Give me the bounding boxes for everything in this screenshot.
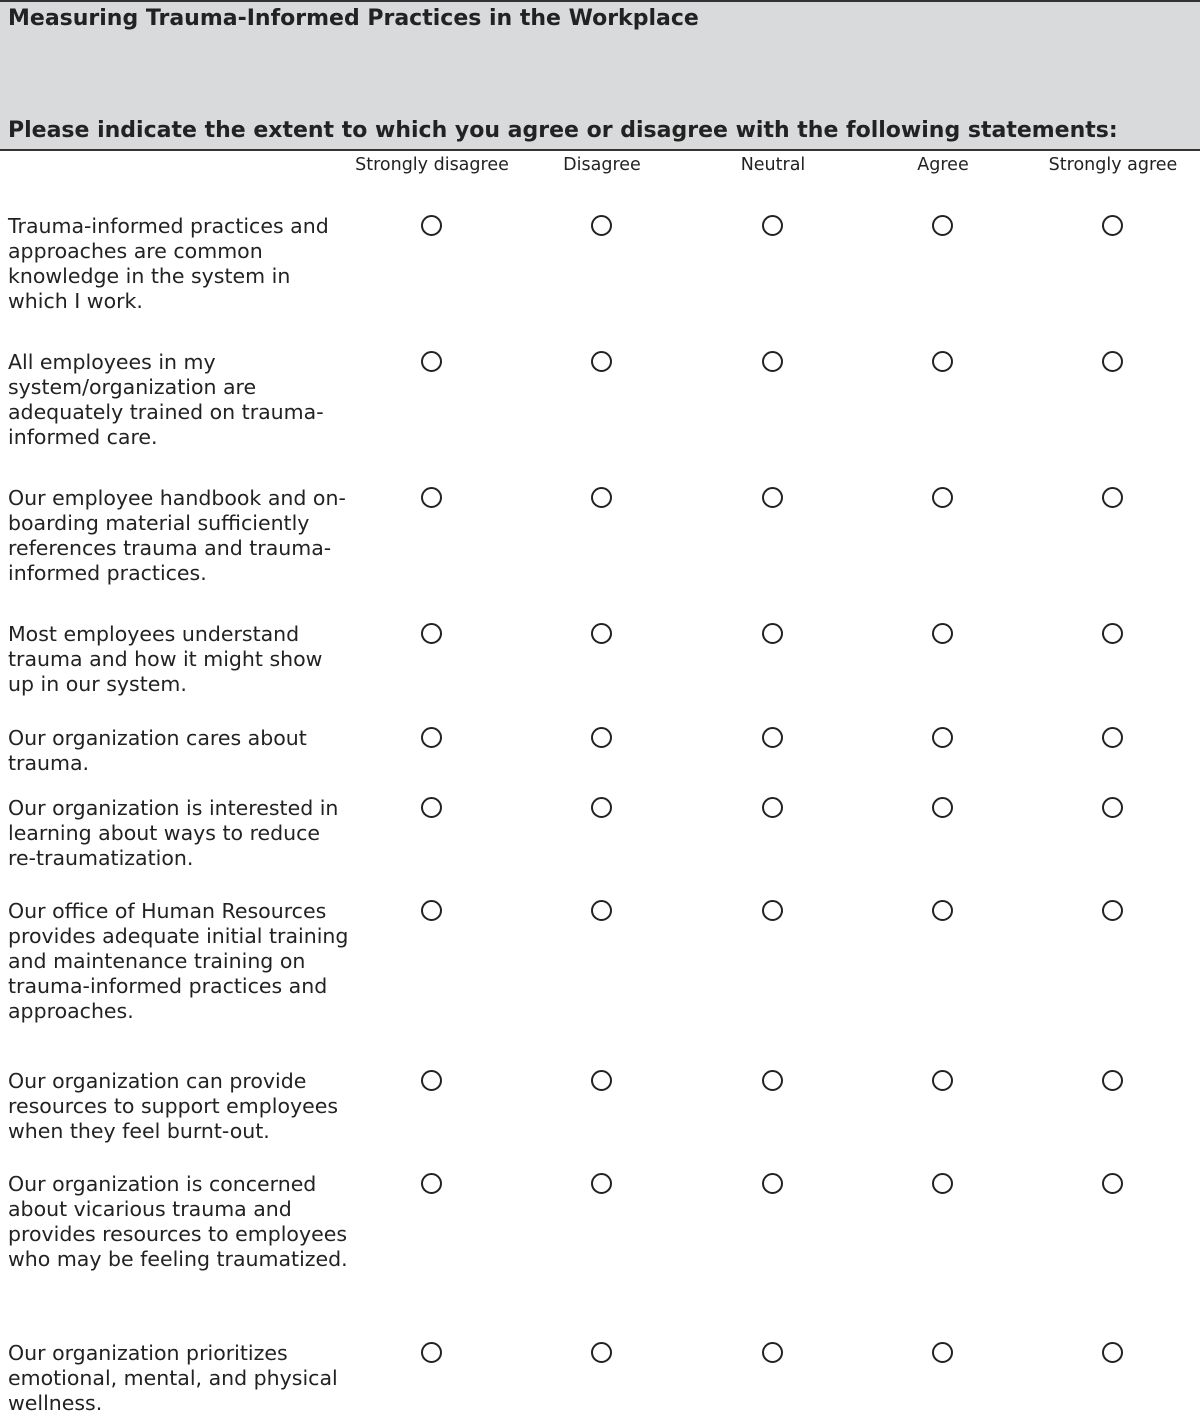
question-text: All employees in my system/organization are adequately trained on trauma-informed care. bbox=[8, 350, 324, 449]
radio-neutral[interactable] bbox=[762, 1173, 783, 1194]
radio-disagree[interactable] bbox=[591, 1173, 612, 1194]
radio-strongly-agree[interactable] bbox=[1102, 351, 1123, 372]
scale-label-strongly-disagree: Strongly disagree bbox=[355, 155, 509, 175]
scale-label-agree: Agree bbox=[917, 155, 969, 175]
question-text: Our organization is interested in learning about ways to reduce re-traumatization. bbox=[8, 796, 339, 870]
radio-neutral[interactable] bbox=[762, 623, 783, 644]
radio-strongly-agree[interactable] bbox=[1102, 487, 1123, 508]
radio-agree[interactable] bbox=[932, 487, 953, 508]
radio-agree[interactable] bbox=[932, 900, 953, 921]
radio-neutral[interactable] bbox=[762, 797, 783, 818]
radio-strongly-agree[interactable] bbox=[1102, 727, 1123, 748]
radio-disagree[interactable] bbox=[591, 487, 612, 508]
question-text: Our office of Human Resources provides adequate initial training and maintenance training on trauma-informed practices and approaches. bbox=[8, 899, 349, 1023]
radio-agree[interactable] bbox=[932, 797, 953, 818]
question-text: Trauma-informed practices and approaches are common knowledge in the system in which I work. bbox=[8, 214, 329, 313]
radio-neutral[interactable] bbox=[762, 900, 783, 921]
radio-disagree[interactable] bbox=[591, 623, 612, 644]
radio-disagree[interactable] bbox=[591, 351, 612, 372]
radio-agree[interactable] bbox=[932, 623, 953, 644]
radio-strongly-disagree[interactable] bbox=[421, 900, 442, 921]
question-text: Our employee handbook and on-boarding material sufficiently references trauma and trauma-informed practices. bbox=[8, 486, 346, 585]
radio-strongly-agree[interactable] bbox=[1102, 1070, 1123, 1091]
radio-strongly-disagree[interactable] bbox=[421, 1173, 442, 1194]
radio-disagree[interactable] bbox=[591, 1342, 612, 1363]
radio-disagree[interactable] bbox=[591, 727, 612, 748]
scale-label-strongly-agree: Strongly agree bbox=[1048, 155, 1178, 175]
radio-neutral[interactable] bbox=[762, 1070, 783, 1091]
radio-strongly-agree[interactable] bbox=[1102, 623, 1123, 644]
radio-disagree[interactable] bbox=[591, 1070, 612, 1091]
radio-agree[interactable] bbox=[932, 351, 953, 372]
radio-strongly-disagree[interactable] bbox=[421, 215, 442, 236]
radio-strongly-agree[interactable] bbox=[1102, 797, 1123, 818]
question-text: Our organization is concerned about vicarious trauma and provides resources to employees who may be feeling traumatized. bbox=[8, 1172, 348, 1271]
radio-strongly-agree[interactable] bbox=[1102, 1342, 1123, 1363]
radio-disagree[interactable] bbox=[591, 215, 612, 236]
radio-strongly-disagree[interactable] bbox=[421, 487, 442, 508]
radio-strongly-disagree[interactable] bbox=[421, 727, 442, 748]
question-text: Our organization prioritizes emotional, mental, and physical wellness. bbox=[8, 1341, 338, 1415]
scale-label-neutral: Neutral bbox=[740, 155, 806, 175]
radio-agree[interactable] bbox=[932, 1173, 953, 1194]
radio-strongly-disagree[interactable] bbox=[421, 797, 442, 818]
radio-disagree[interactable] bbox=[591, 797, 612, 818]
radio-agree[interactable] bbox=[932, 1070, 953, 1091]
radio-strongly-disagree[interactable] bbox=[421, 1342, 442, 1363]
radio-strongly-disagree[interactable] bbox=[421, 623, 442, 644]
question-text: Most employees understand trauma and how it might show up in our system. bbox=[8, 622, 323, 696]
radio-neutral[interactable] bbox=[762, 727, 783, 748]
scale-label-disagree: Disagree bbox=[563, 155, 641, 175]
radio-agree[interactable] bbox=[932, 727, 953, 748]
question-text: Our organization can provide resources to support employees when they feel burnt-out. bbox=[8, 1069, 339, 1143]
radio-strongly-disagree[interactable] bbox=[421, 351, 442, 372]
radio-neutral[interactable] bbox=[762, 1342, 783, 1363]
survey-title: Measuring Trauma-Informed Practices in the Workplace bbox=[8, 6, 699, 31]
radio-strongly-agree[interactable] bbox=[1102, 900, 1123, 921]
survey-instruction: Please indicate the extent to which you agree or disagree with the following statements: bbox=[8, 118, 1118, 143]
radio-agree[interactable] bbox=[932, 215, 953, 236]
radio-strongly-agree[interactable] bbox=[1102, 1173, 1123, 1194]
radio-neutral[interactable] bbox=[762, 215, 783, 236]
radio-strongly-disagree[interactable] bbox=[421, 1070, 442, 1091]
radio-strongly-agree[interactable] bbox=[1102, 215, 1123, 236]
survey-header bbox=[0, 0, 1200, 151]
question-text: Our organization cares about trauma. bbox=[8, 726, 307, 775]
radio-neutral[interactable] bbox=[762, 351, 783, 372]
radio-neutral[interactable] bbox=[762, 487, 783, 508]
radio-agree[interactable] bbox=[932, 1342, 953, 1363]
radio-disagree[interactable] bbox=[591, 900, 612, 921]
